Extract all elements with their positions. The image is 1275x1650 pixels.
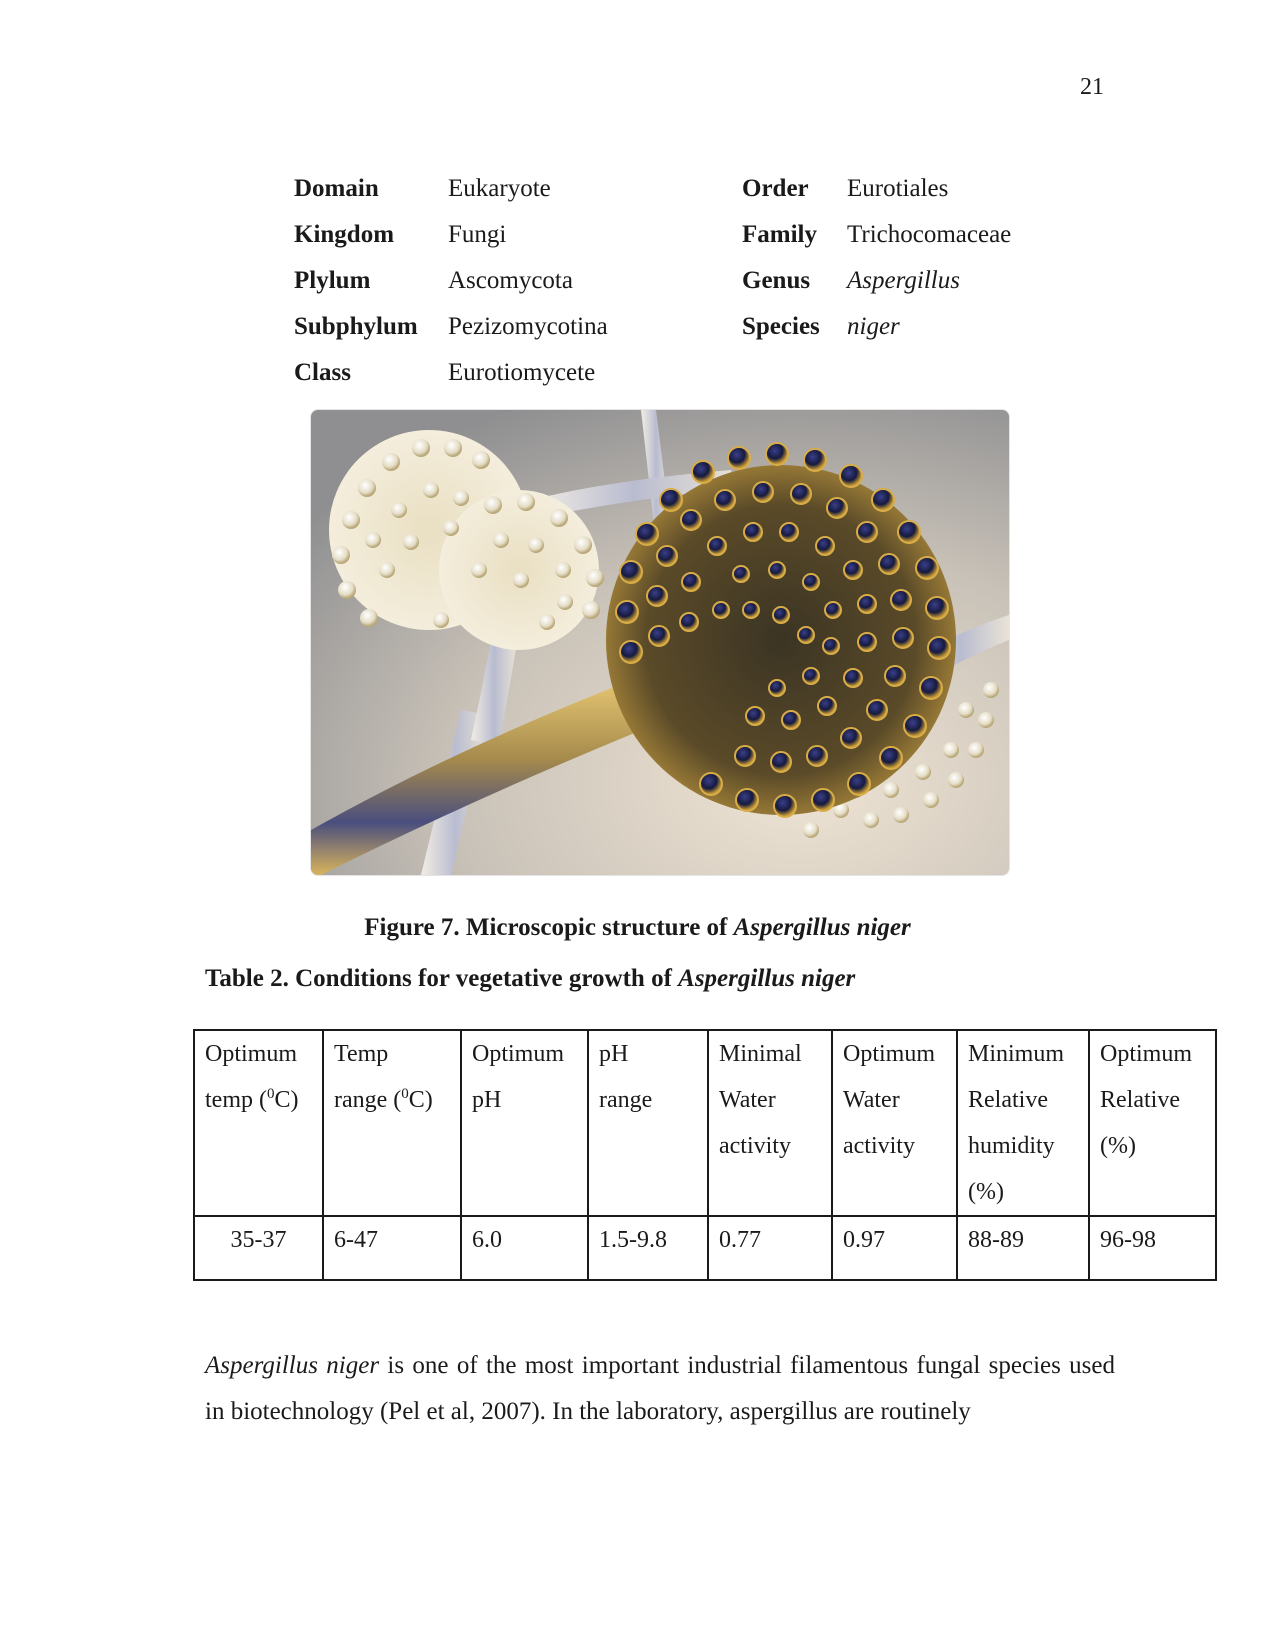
- figure-image: [310, 409, 1010, 876]
- taxonomy-row: [294, 258, 608, 304]
- taxonomy-label: Species: [742, 313, 820, 340]
- header-line: (%): [968, 1179, 1004, 1205]
- taxonomy-row: [294, 166, 608, 212]
- growth-conditions-table: [193, 1029, 1217, 1281]
- taxonomy-right-column: [742, 166, 1011, 350]
- header-line: C): [274, 1087, 299, 1113]
- table-header-cell: [461, 1030, 588, 1216]
- table-cell: 1.5-9.8: [588, 1216, 708, 1280]
- paragraph-text: is one of the most important industrial filamentous fungal species used in biotechnology (Pel et al, 2007). In the laboratory, aspergillus are routinely: [205, 1352, 1115, 1425]
- taxonomy-value: Pezizomycotina: [448, 313, 608, 340]
- taxonomy-left-column: [294, 166, 608, 396]
- page-number: 21: [1080, 74, 1104, 100]
- taxonomy-label: Class: [294, 359, 351, 386]
- paragraph-species: Aspergillus niger: [205, 1352, 380, 1379]
- table-header-cell: [832, 1030, 957, 1216]
- header-line: pH: [599, 1041, 629, 1067]
- table-cell: 6-47: [323, 1216, 461, 1280]
- aspergillus-illustration: [311, 410, 1009, 875]
- taxonomy-value: Eukaryote: [448, 175, 551, 202]
- figure-caption-species: Aspergillus niger: [733, 914, 911, 941]
- table-cell: 0.77: [708, 1216, 832, 1280]
- table-caption: [205, 965, 855, 993]
- taxonomy-value: Aspergillus: [847, 267, 960, 294]
- taxonomy-row: [294, 212, 608, 258]
- body-paragraph: [205, 1343, 1115, 1435]
- table-cell: 6.0: [461, 1216, 588, 1280]
- header-line: temp (: [205, 1087, 267, 1113]
- taxonomy-value: niger: [847, 313, 900, 340]
- header-line: Water: [843, 1087, 900, 1113]
- taxonomy-row: [742, 166, 1011, 212]
- header-line: Optimum: [205, 1041, 298, 1067]
- taxonomy-value: Eurotiomycete: [448, 359, 596, 386]
- taxonomy-row: [742, 212, 1011, 258]
- taxonomy-label: Domain: [294, 175, 379, 202]
- header-line: Minimum: [968, 1041, 1065, 1067]
- taxonomy-row: [742, 258, 1011, 304]
- table-header-cell: [957, 1030, 1089, 1216]
- taxonomy-label: Genus: [742, 267, 811, 294]
- taxonomy-label: Subphylum: [294, 313, 418, 340]
- header-line: range: [599, 1087, 653, 1113]
- degree-superscript: 0: [266, 1086, 275, 1102]
- degree-superscript: 0: [401, 1086, 409, 1102]
- header-line: (%): [1100, 1133, 1136, 1159]
- table-header-cell: [1089, 1030, 1216, 1216]
- header-line: activity: [719, 1133, 791, 1159]
- taxonomy-row: [294, 304, 608, 350]
- table-header-cell: [194, 1030, 323, 1216]
- table-header-cell: [323, 1030, 461, 1216]
- header-line: Optimum: [843, 1041, 936, 1067]
- table-cell: 0.97: [832, 1216, 957, 1280]
- table-cell: 96-98: [1089, 1216, 1216, 1280]
- header-line: Temp: [334, 1041, 389, 1067]
- header-line: Optimum: [472, 1041, 565, 1067]
- taxonomy-label: Family: [742, 221, 817, 248]
- taxonomy-label: Order: [742, 175, 809, 202]
- table-cell: 35-37: [194, 1216, 323, 1280]
- taxonomy-label: Kingdom: [294, 221, 395, 248]
- header-line: humidity: [968, 1133, 1055, 1159]
- taxonomy-row: [294, 350, 608, 396]
- table-header-cell: [708, 1030, 832, 1216]
- header-line: pH: [472, 1087, 502, 1113]
- header-line: Relative: [1100, 1087, 1180, 1113]
- taxonomy-label: Plylum: [294, 267, 371, 294]
- table-header-cell: [588, 1030, 708, 1216]
- taxonomy-value: Ascomycota: [448, 267, 573, 294]
- table-caption-text: Table 2. Conditions for vegetative growth of: [205, 965, 679, 992]
- taxonomy-value: Trichocomaceae: [847, 221, 1012, 248]
- header-line: Minimal: [719, 1041, 802, 1067]
- table-row: [194, 1216, 1216, 1280]
- taxonomy-row: [742, 304, 1011, 350]
- figure-caption: [0, 914, 1275, 942]
- taxonomy-value: Eurotiales: [847, 175, 949, 202]
- header-line: Relative: [968, 1087, 1048, 1113]
- header-line: Optimum: [1100, 1041, 1193, 1067]
- header-line: C): [408, 1087, 433, 1113]
- table-header-row: [194, 1030, 1216, 1216]
- header-line: Water: [719, 1087, 776, 1113]
- figure-caption-text: Figure 7. Microscopic structure of: [364, 914, 734, 941]
- table-cell: 88-89: [957, 1216, 1089, 1280]
- taxonomy-value: Fungi: [448, 221, 507, 248]
- table-caption-species: Aspergillus niger: [678, 965, 856, 992]
- header-line: range (: [334, 1087, 402, 1113]
- header-line: activity: [843, 1133, 915, 1159]
